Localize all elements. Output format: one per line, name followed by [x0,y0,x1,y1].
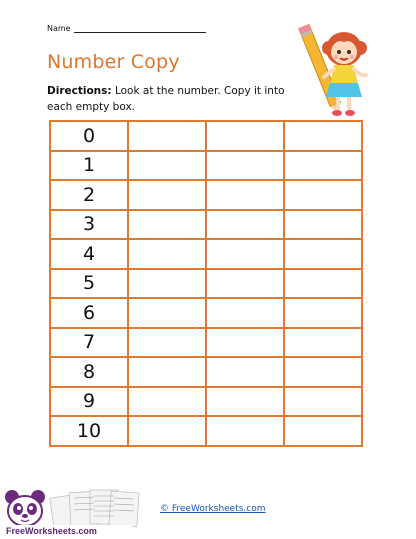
copy-box[interactable] [128,357,206,387]
table-row [50,298,362,328]
copy-box[interactable] [128,416,206,446]
table-row [50,416,362,446]
copy-box[interactable] [206,416,284,446]
copy-box[interactable] [206,210,284,240]
svg-text:FreeWorksheets.com: FreeWorksheets.com [6,526,97,536]
copy-box[interactable] [206,151,284,181]
copy-box[interactable] [206,357,284,387]
copy-box[interactable] [284,416,362,446]
number-cell: 1 [50,151,128,181]
copy-box[interactable] [206,328,284,358]
copy-box[interactable] [284,239,362,269]
copy-box[interactable] [284,387,362,417]
name-label: Name [47,24,71,33]
copy-box[interactable] [206,387,284,417]
copy-box[interactable] [206,180,284,210]
number-copy-table [49,120,363,447]
copy-box[interactable] [128,180,206,210]
number-cell: 7 [50,328,128,358]
copyright-link[interactable]: © FreeWorksheets.com [160,504,266,514]
table-row [50,387,362,417]
number-cell: 3 [50,210,128,240]
copy-box[interactable] [128,387,206,417]
directions-label: Directions: [47,85,112,97]
name-field [47,24,206,33]
number-cell: 2 [50,180,128,210]
page-title: Number Copy [47,51,180,73]
name-line[interactable] [74,24,206,33]
table-row [50,269,362,299]
copy-box[interactable] [128,298,206,328]
table-row [50,357,362,387]
table-row [50,328,362,358]
freeworksheets-panda-logo [0,487,140,539]
copy-box[interactable] [284,269,362,299]
copy-box[interactable] [284,357,362,387]
number-cell: 6 [50,298,128,328]
table-row [50,151,362,181]
copy-box[interactable] [206,121,284,151]
copy-box[interactable] [128,151,206,181]
copy-box[interactable] [206,269,284,299]
copy-box[interactable] [128,239,206,269]
copy-box[interactable] [284,121,362,151]
copy-box[interactable] [128,328,206,358]
copy-box[interactable] [284,151,362,181]
directions-text: Look at the number. Copy it into each empty box. [47,85,285,113]
number-cell: 10 [50,416,128,446]
directions [47,83,297,115]
number-cell: 9 [50,387,128,417]
table-row [50,210,362,240]
number-cell: 5 [50,269,128,299]
girl-with-pencil-illustration [292,15,374,119]
table-row [50,121,362,151]
copy-box[interactable] [284,298,362,328]
copy-box[interactable] [284,328,362,358]
copy-box[interactable] [128,121,206,151]
copy-box[interactable] [284,210,362,240]
copy-box[interactable] [206,239,284,269]
table-row [50,180,362,210]
copy-box[interactable] [128,269,206,299]
number-cell: 0 [50,121,128,151]
number-cell: 4 [50,239,128,269]
copy-box[interactable] [128,210,206,240]
copy-box[interactable] [284,180,362,210]
copy-box[interactable] [206,298,284,328]
table-row [50,239,362,269]
number-cell: 8 [50,357,128,387]
